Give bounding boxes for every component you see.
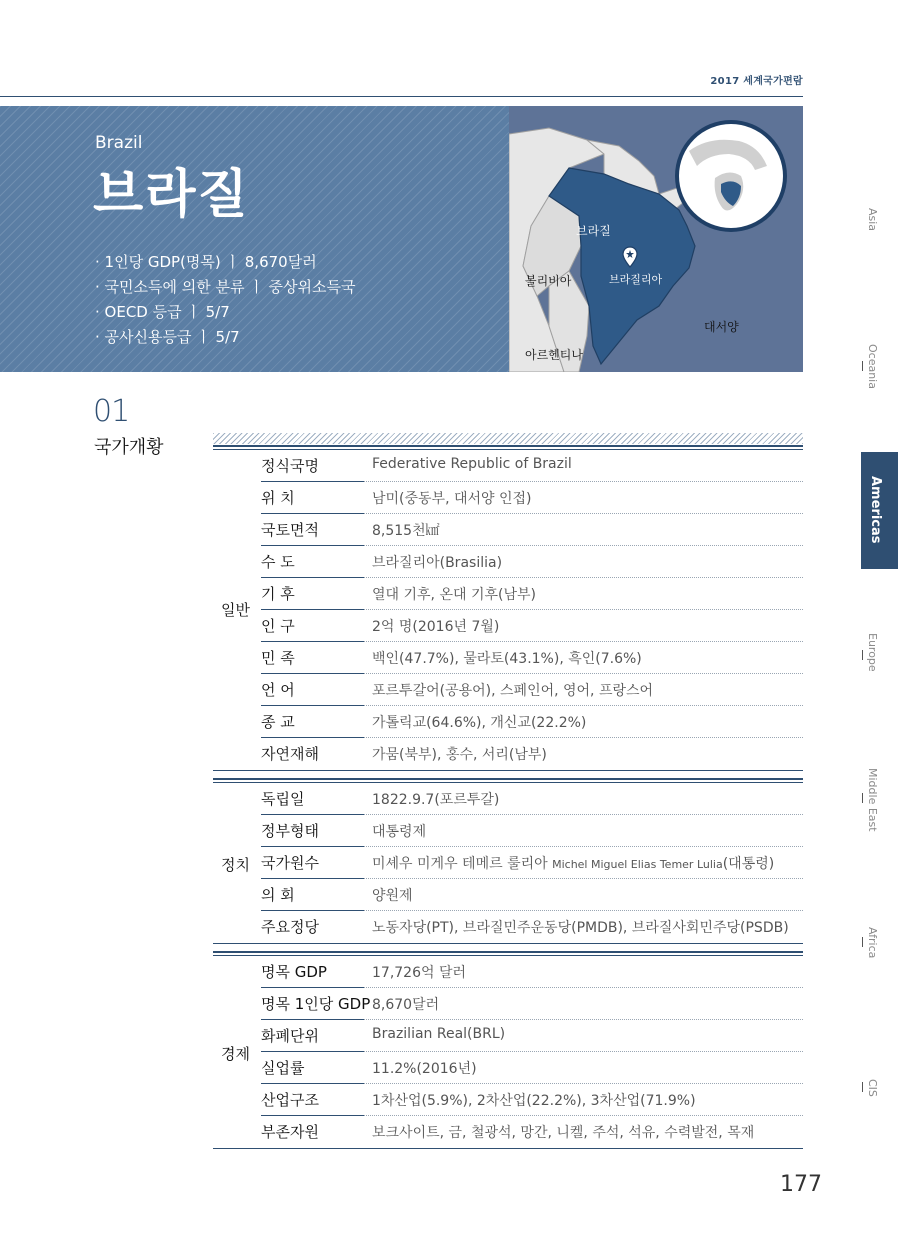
table-row xyxy=(261,1019,803,1052)
side-tab-tick xyxy=(862,1082,863,1092)
table-row xyxy=(261,878,803,911)
head-of-state-ko: 미셰우 미게우 테메르 룰리아 xyxy=(372,856,553,872)
row-value: 1차산업(5.9%), 2차산업(22.2%), 3차산업(71.9%) xyxy=(372,1093,696,1109)
row-key: 수 도 xyxy=(261,553,295,571)
table-row xyxy=(261,910,803,942)
row-value: 8,670달러 xyxy=(372,997,440,1013)
side-tab-africa[interactable]: Africa xyxy=(866,927,879,959)
row-key: 언 어 xyxy=(261,681,295,699)
row-value: Federative Republic of Brazil xyxy=(372,456,572,472)
capital-pin-icon xyxy=(622,246,638,268)
head-of-state-title: (대통령) xyxy=(722,856,775,872)
row-key: 화폐단위 xyxy=(261,1027,319,1045)
table-row xyxy=(261,545,803,578)
side-tab-cis[interactable]: CIS xyxy=(866,1079,879,1097)
fact-credit-grade: · 공사신용등급 ㅣ 5/7 xyxy=(95,328,240,346)
section-hatch-bar xyxy=(213,433,803,444)
section-number: 01 xyxy=(93,394,130,429)
head-of-state-en: Michel Miguel Elias Temer Lulia xyxy=(552,858,723,871)
location-map xyxy=(509,106,803,372)
group-label: 경제 xyxy=(221,1045,250,1063)
table-row xyxy=(261,782,803,815)
row-key: 기 후 xyxy=(261,585,295,603)
row-key: 의 회 xyxy=(261,886,295,904)
book-title: 2017 세계국가편람 xyxy=(710,76,803,87)
row-value: 양원제 xyxy=(372,888,413,904)
map-label-bolivia: 볼리비아 xyxy=(525,274,572,288)
table-row xyxy=(261,1083,803,1116)
row-value: 11.2%(2016년) xyxy=(372,1061,477,1077)
row-key: 자연재해 xyxy=(261,745,319,763)
section-title: 국가개황 xyxy=(94,437,164,458)
info-group-politics xyxy=(213,778,803,944)
side-tab-tick xyxy=(862,937,863,947)
row-value: 포르투갈어(공용어), 스페인어, 영어, 프랑스어 xyxy=(372,683,654,699)
row-value: 가톨릭교(64.6%), 개신교(22.2%) xyxy=(372,715,587,731)
row-value: Brazilian Real(BRL) xyxy=(372,1026,506,1042)
row-key: 부존자원 xyxy=(261,1123,319,1141)
region-side-tabs xyxy=(852,0,898,1240)
table-row xyxy=(261,449,803,482)
side-tab-tick xyxy=(862,361,863,371)
fact-income-class: · 국민소득에 의한 분류 ㅣ 중상위소득국 xyxy=(95,278,356,296)
table-row xyxy=(261,577,803,610)
group-label: 정치 xyxy=(221,856,250,874)
row-key: 독립일 xyxy=(261,790,305,808)
row-value: 보크사이트, 금, 철광석, 망간, 니켈, 주석, 석유, 수력발전, 목재 xyxy=(372,1125,755,1141)
row-key: 정식국명 xyxy=(261,457,319,475)
table-row xyxy=(261,609,803,642)
table-row xyxy=(261,641,803,674)
row-value: 가뭄(북부), 홍수, 서리(남부) xyxy=(372,747,547,763)
fact-oecd-grade: · OECD 등급 ㅣ 5/7 xyxy=(95,303,230,321)
row-value: 17,726억 달러 xyxy=(372,965,467,981)
row-value: 남미(중동부, 대서양 인접) xyxy=(372,491,532,507)
map-label-atlantic: 대서양 xyxy=(704,320,739,334)
table-row xyxy=(261,513,803,546)
group-label: 일반 xyxy=(221,601,250,619)
table-row xyxy=(261,705,803,738)
table-row xyxy=(261,673,803,706)
table-row xyxy=(261,814,803,847)
row-value: 노동자당(PT), 브라질민주운동당(PMDB), 브라질사회민주당(PSDB) xyxy=(372,920,789,936)
row-value: 열대 기후, 온대 기후(남부) xyxy=(372,587,536,603)
country-name-ko: 브라질 xyxy=(93,165,250,225)
table-row xyxy=(261,481,803,514)
side-tab-tick xyxy=(862,650,863,660)
key-facts-list xyxy=(95,250,355,350)
fact-gdp-per-capita: · 1인당 GDP(명목) ㅣ 8,670달러 xyxy=(95,253,317,271)
row-value: 8,515천㎢ xyxy=(372,523,440,539)
row-key: 실업률 xyxy=(261,1059,305,1077)
side-tab-middle-east[interactable]: Middle East xyxy=(866,768,879,832)
row-value: 브라질리아(Brasilia) xyxy=(372,555,503,571)
row-key: 종 교 xyxy=(261,713,295,731)
info-group-economy xyxy=(213,951,803,1149)
table-row xyxy=(261,1051,803,1084)
page-number: 177 xyxy=(780,1172,822,1197)
side-tab-americas-label: Americas xyxy=(868,476,883,544)
map-label-brazil: 브라질 xyxy=(576,224,611,238)
row-key: 산업구조 xyxy=(261,1091,319,1109)
table-row xyxy=(261,737,803,769)
row-key: 명목 GDP xyxy=(261,963,327,981)
table-row xyxy=(261,987,803,1020)
side-tab-americas[interactable] xyxy=(861,452,898,569)
info-group-general xyxy=(213,445,803,771)
country-name-en: Brazil xyxy=(95,133,143,153)
row-key: 국가원수 xyxy=(261,854,319,872)
map-label-argentina: 아르헨티나 xyxy=(525,348,583,362)
row-key: 주요정당 xyxy=(261,918,319,936)
header-rule xyxy=(0,96,803,97)
side-tab-oceania[interactable]: Oceania xyxy=(866,344,879,389)
table-row xyxy=(261,846,803,879)
row-key: 위 치 xyxy=(261,489,295,507)
row-value: 2억 명(2016년 7월) xyxy=(372,619,500,635)
side-tab-tick xyxy=(862,793,863,803)
map-graphic xyxy=(509,106,803,372)
row-value: 1822.9.7(포르투갈) xyxy=(372,792,500,808)
row-key: 명목 1인당 GDP xyxy=(261,995,371,1013)
row-value: 대통령제 xyxy=(372,824,427,840)
table-row xyxy=(261,1115,803,1147)
row-value: 백인(47.7%), 물라토(43.1%), 흑인(7.6%) xyxy=(372,651,642,667)
row-key: 국토면적 xyxy=(261,521,319,539)
row-value xyxy=(372,853,774,873)
side-tab-europe[interactable]: Europe xyxy=(866,633,879,672)
row-key: 인 구 xyxy=(261,617,295,635)
row-key: 민 족 xyxy=(261,649,295,667)
row-key: 정부형태 xyxy=(261,822,319,840)
table-row xyxy=(261,955,803,988)
side-tab-asia[interactable]: Asia xyxy=(866,208,879,232)
map-label-capital: 브라질리아 xyxy=(609,273,663,286)
